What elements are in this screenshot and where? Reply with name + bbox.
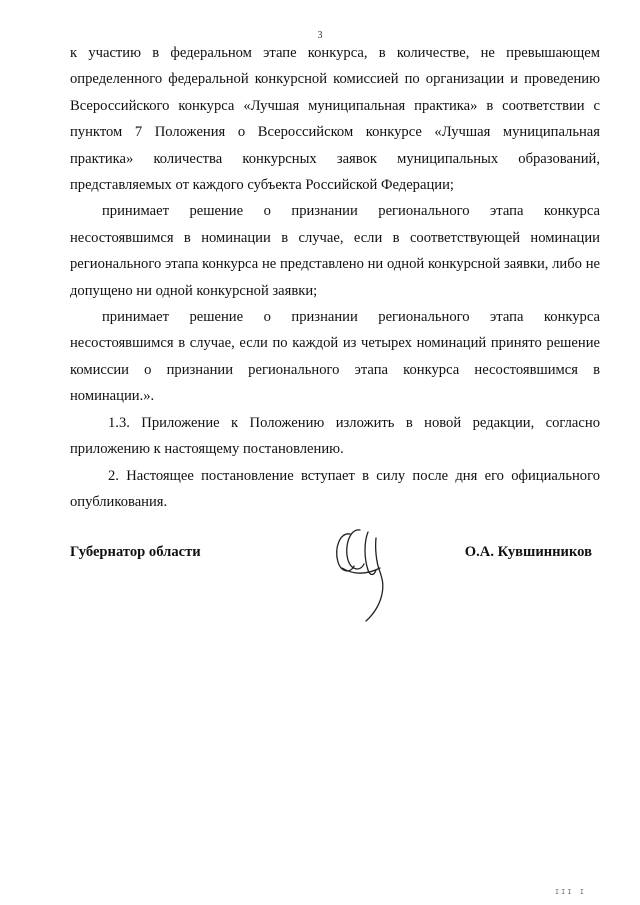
document-body <box>70 40 600 515</box>
paragraph-2: принимает решение о признании регионального этапа конкурса несостоявшимся в номинации в случае, если в соответствующей номинации регионального этапа конкурса не представлено ни одной конкурсной заявки, либо не допущено ни одной конкурсной заявки; <box>70 203 600 299</box>
paragraph-3: принимает решение о признании регионального этапа конкурса несостоявшимся в случае, если по каждой из четырех номинаций принято решение комиссии о признании регионального этапа конкурса несостоявшимся в номинации.». <box>70 309 600 405</box>
signatory-title: Губернатор области <box>70 544 201 560</box>
page-number: 3 <box>317 30 323 41</box>
paragraph-4: 1.3. Приложение к Положению изложить в новой редакции, согласно приложению к настоящему постановлению. <box>70 414 600 458</box>
signatory-name: О.А. Кувшинников <box>464 544 592 560</box>
footer-mark: III I <box>554 888 586 896</box>
handwritten-signature <box>328 518 398 623</box>
paragraph-1: к участию в федеральном этапе конкурса, в количестве, не превышающем определенного федеральной конкурсной комиссией по организации и проведению Всероссийского конкурса «Лучшая муниципальная практика» в соответствии с пунктом 7 Положения о Всероссийском конкурсе «Лучшая муниципальная практика» количества конкурсных заявок муниципальных образований, представляемых от каждого субъекта Российской Федерации; <box>70 45 600 194</box>
paragraph-5: 2. Настоящее постановление вступает в силу после дня его официального опубликования. <box>70 467 600 510</box>
